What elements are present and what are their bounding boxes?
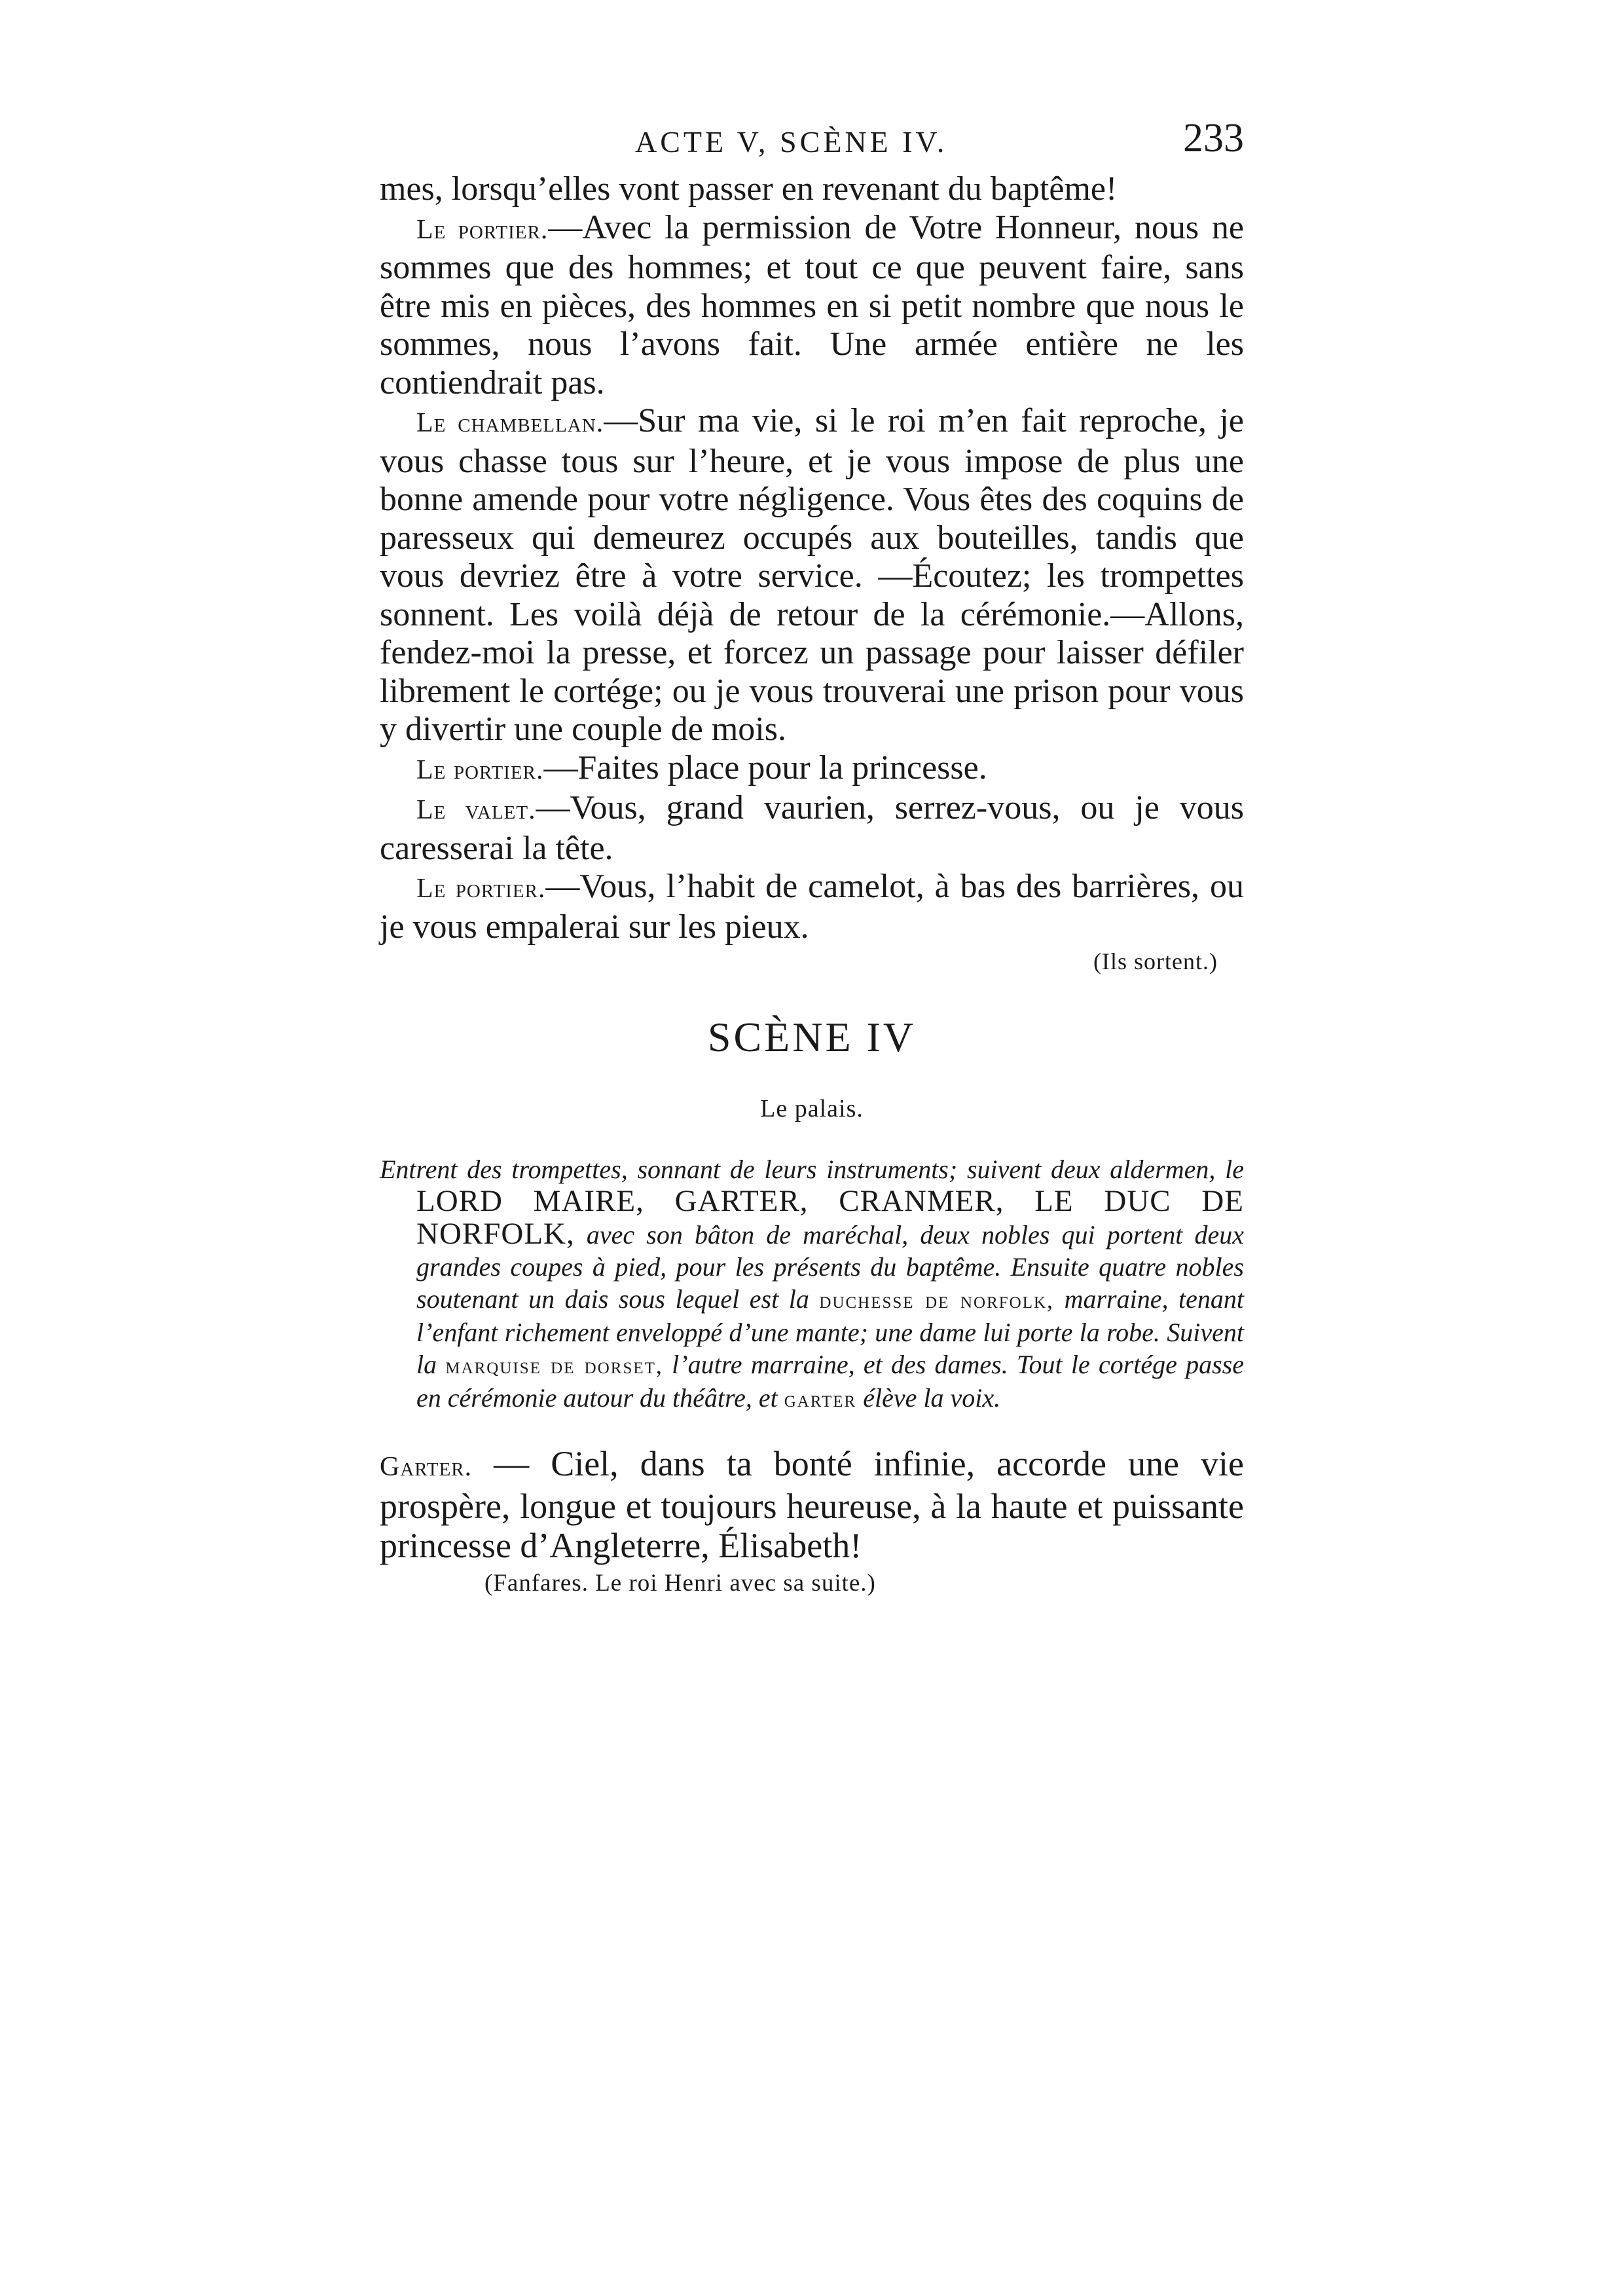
- dialogue-block: [380, 170, 1244, 946]
- stage-text: Entrent des trompettes, sonnant de leurs instruments; suivent deux aldermen, le: [380, 1155, 1244, 1184]
- speaker-name: Le valet.: [416, 795, 536, 825]
- stage-text: avec son bâton de maréchal, deux nobles qui portent deux grandes coupes à pied, pour les présents du baptême. Ensuite quatre nobles soutenant un dais sous lequel est la: [416, 1220, 1244, 1314]
- continued-speech: [380, 170, 1244, 209]
- stage-name-duchess: duchesse de norfolk,: [819, 1287, 1055, 1313]
- speaker-name: Le chambellan.: [416, 408, 604, 438]
- stage-names: LORD MAIRE, GARTER, CRANMER, LE DUC DE NORFOLK,: [416, 1184, 1244, 1251]
- stage-text: élève la voix.: [856, 1383, 1001, 1413]
- speech-porter-1: [380, 209, 1244, 403]
- speech-porter-3: [380, 868, 1244, 946]
- stage-direction: [380, 1153, 1244, 1415]
- exit-direction: (Ils sortent.): [1093, 948, 1218, 974]
- speech-porter-2: [380, 749, 1244, 790]
- stage-text: l’autre marraine, et des dames. Tout le cortége passe en cérémonie autour du théâtre, et: [416, 1350, 1244, 1413]
- stage-name-garter: garter: [784, 1386, 857, 1412]
- speech-text: —Avec la permission de Votre Honneur, nous ne sommes que des hommes; et tout ce que peuvent faire, sans être mis en pièces, des hommes en si petit nombre que nous le sommes, nous l’avons fait. Une armée entière ne les contiendrait pas.: [380, 208, 1244, 401]
- speaker-name: Le portier.: [416, 754, 544, 785]
- scene-place: Le palais.: [760, 1095, 864, 1122]
- speaker-name: Garter.: [380, 1452, 473, 1482]
- speech-valet: [380, 789, 1244, 868]
- fanfare-direction: (Fanfares. Le roi Henri avec sa suite.): [484, 1570, 876, 1597]
- book-page: [380, 111, 1244, 1597]
- speaker-name: Le portier.: [416, 214, 549, 245]
- speech-text: mes, lorsqu’elles vont passer en revenant du baptême!: [380, 170, 1118, 208]
- speech-text: — Ciel, dans ta bonté infinie, accorde une vie prospère, longue et toujours heureuse, à la haute et puissante princesse d’Angleterre, Élisabeth!: [380, 1444, 1244, 1565]
- speech-text: —Vous, grand vaurien, serrez-vous, ou je vous caresserai la tête.: [380, 789, 1244, 867]
- speech-garter: [380, 1444, 1244, 1565]
- running-title: ACTE V, SCÈNE IV.: [635, 125, 948, 158]
- speech-text: —Faites place pour la princesse.: [543, 749, 987, 787]
- stage-name-marquise: marquise de dorset,: [445, 1352, 663, 1379]
- stage-text: marraine, tenant l’enfant richement enveloppé d’une mante; une dame lui porte la robe. Suivent la: [416, 1284, 1244, 1379]
- speech-text: —Sur ma vie, si le roi m’en fait reproche, je vous chasse tous sur l’heure, et je vous impose de plus une bonne amende pour votre négligence. Vous êtes des coquins de paresseux qui demeurez occupés aux bouteilles, tandis que vous devriez être à votre service. —Écoutez; les trompettes sonnent. Les voilà déjà de retour de la cérémonie.—Allons, fendez-moi la presse, et forcez un passage pour laisser défiler librement le cortége; ou je vous trouverai une prison pour vous y divertir une couple de mois.: [380, 402, 1244, 748]
- speech-chamberlain: [380, 402, 1244, 749]
- scene-title: SCÈNE IV: [707, 1014, 917, 1060]
- speech-text: —Vous, l’habit de camelot, à bas des barrières, ou je vous empalerai sur les pieux.: [380, 868, 1244, 946]
- speaker-name: Le portier.: [416, 874, 546, 904]
- running-head: [380, 111, 1244, 170]
- page-number: 233: [1183, 116, 1244, 160]
